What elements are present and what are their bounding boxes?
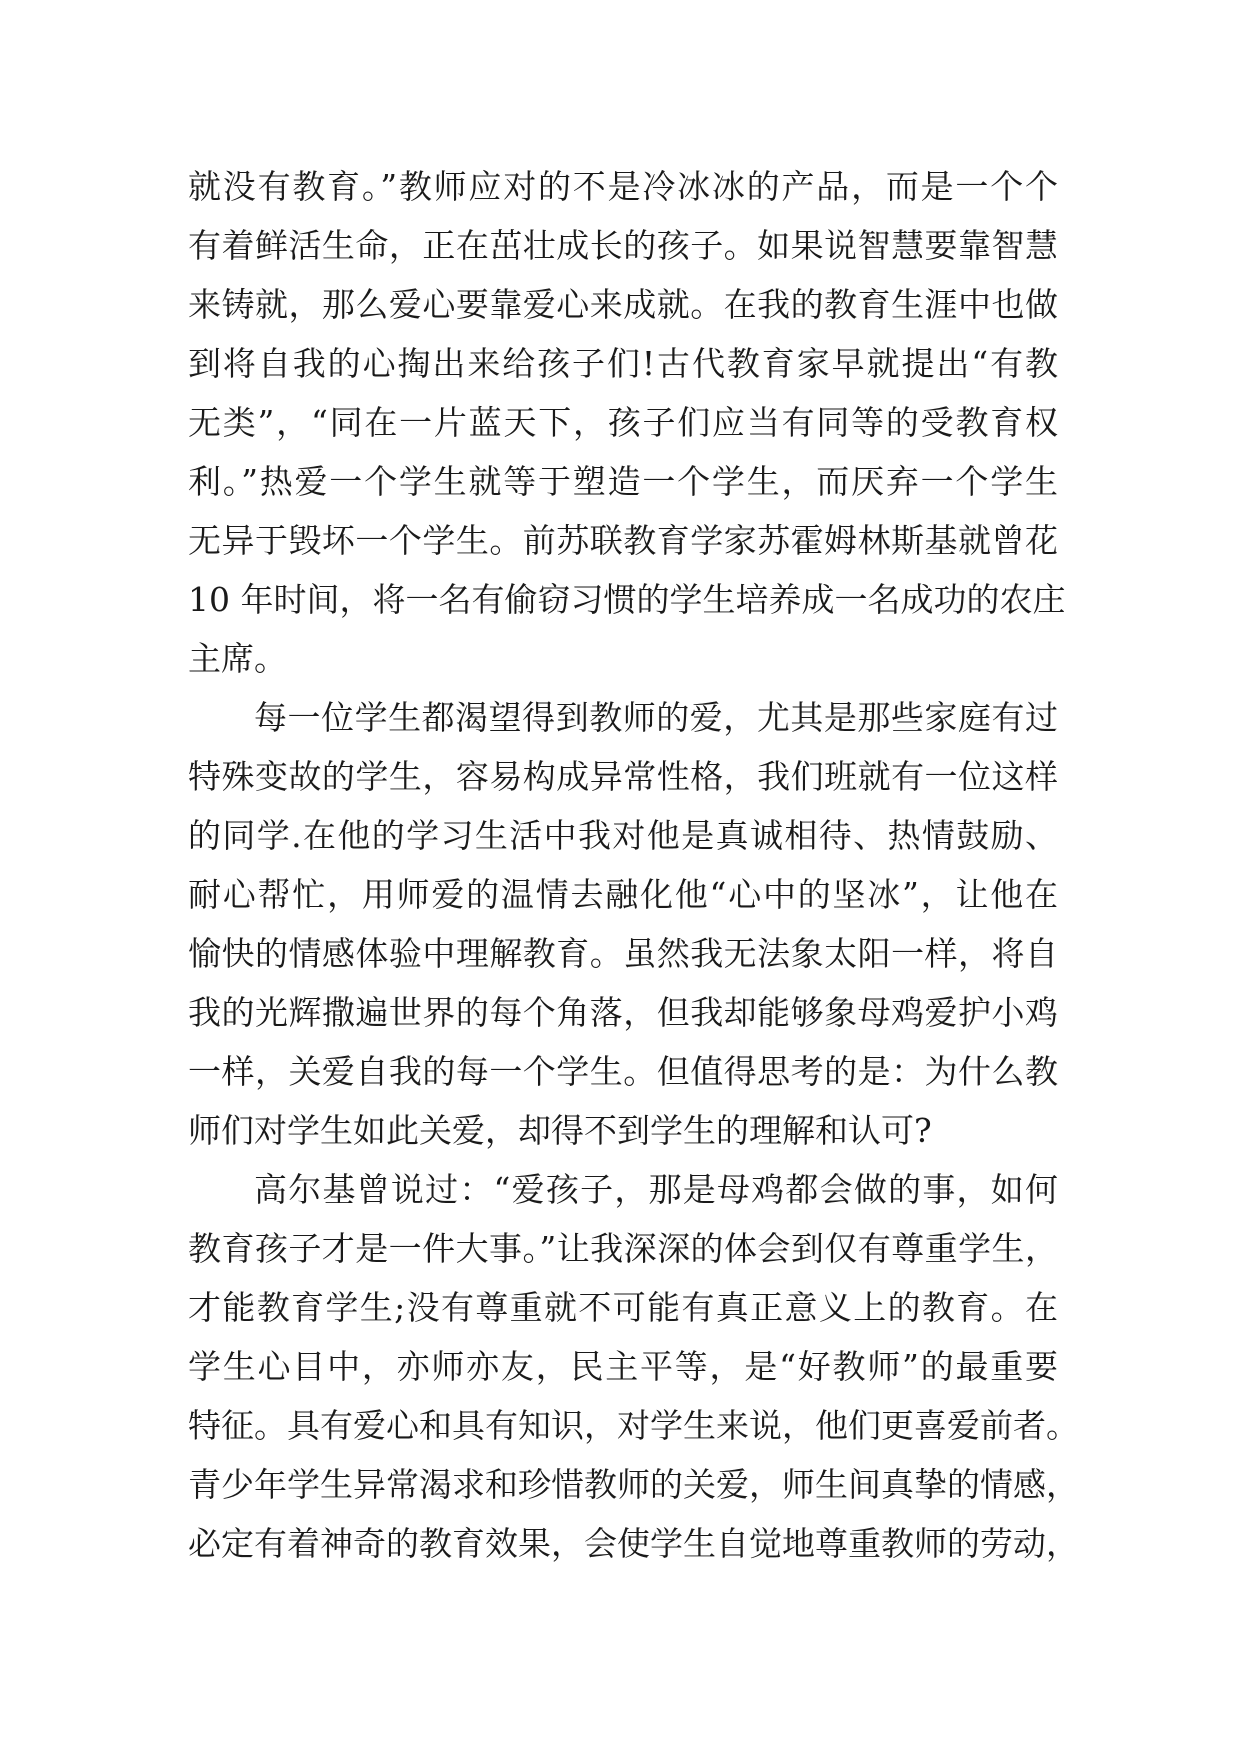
text-line: 青少年学生异常渴求和珍惜教师的关爱，师生间真挚的情感， bbox=[188, 1465, 1079, 1504]
text-line: 的同学.在他的学习生活中我对他是真诚相待、热情鼓励、 bbox=[188, 816, 1058, 855]
text-line: 才能教育学生;没有尊重就不可能有真正意义上的教育。在 bbox=[188, 1288, 1058, 1327]
body-text bbox=[188, 157, 1079, 1573]
text-line: 特殊变故的学生，容易构成异常性格，我们班就有一位这样 bbox=[188, 757, 1058, 796]
text-line: 无类”，“同在一片蓝天下，孩子们应当有同等的受教育权 bbox=[188, 403, 1058, 442]
text-line: 愉快的情感体验中理解教育。虽然我无法象太阳一样，将自 bbox=[188, 934, 1058, 973]
text-line: 就没有教育。”教师应对的不是冷冰冰的产品，而是一个个 bbox=[188, 167, 1058, 206]
paragraph bbox=[188, 157, 1066, 688]
text-line: 特征。具有爱心和具有知识，对学生来说，他们更喜爱前者。 bbox=[188, 1406, 1079, 1445]
text-line: 高尔基曾说过：“爱孩子，那是母鸡都会做的事，如何 bbox=[254, 1170, 1058, 1209]
text-line: 师们对学生如此关爱，却得不到学生的理解和认可? bbox=[188, 1111, 932, 1150]
text-line: 利。”热爱一个学生就等于塑造一个学生，而厌弃一个学生 bbox=[188, 462, 1058, 501]
text-line: 一样，关爱自我的每一个学生。但值得思考的是：为什么教 bbox=[188, 1052, 1058, 1091]
text-line: 来铸就，那么爱心要靠爱心来成就。在我的教育生涯中也做 bbox=[188, 285, 1058, 324]
paragraph bbox=[188, 1160, 1079, 1573]
text-line: 必定有着神奇的教育效果，会使学生自觉地尊重教师的劳动， bbox=[188, 1524, 1079, 1563]
paragraph bbox=[188, 688, 1058, 1160]
text-line: 到将自我的心掏出来给孩子们!古代教育家早就提出“有教 bbox=[188, 344, 1058, 383]
text-line: 每一位学生都渴望得到教师的爱，尤其是那些家庭有过 bbox=[254, 698, 1058, 737]
text-line: 无异于毁坏一个学生。前苏联教育学家苏霍姆林斯基就曾花 bbox=[188, 521, 1058, 560]
text-line: 我的光辉撒遍世界的每个角落，但我却能够象母鸡爱护小鸡 bbox=[188, 993, 1058, 1032]
text-line: 10 年时间，将一名有偷窃习惯的学生培养成一名成功的农庄 bbox=[188, 580, 1066, 619]
text-line: 有着鲜活生命，正在茁壮成长的孩子。如果说智慧要靠智慧 bbox=[188, 226, 1058, 265]
text-line: 耐心帮忙，用师爱的温情去融化他“心中的坚冰”，让他在 bbox=[188, 875, 1058, 914]
text-line: 主席。 bbox=[188, 639, 287, 678]
text-line: 教育孩子才是一件大事。”让我深深的体会到仅有尊重学生， bbox=[188, 1229, 1058, 1268]
text-line: 学生心目中，亦师亦友，民主平等，是“好教师”的最重要 bbox=[188, 1347, 1058, 1386]
